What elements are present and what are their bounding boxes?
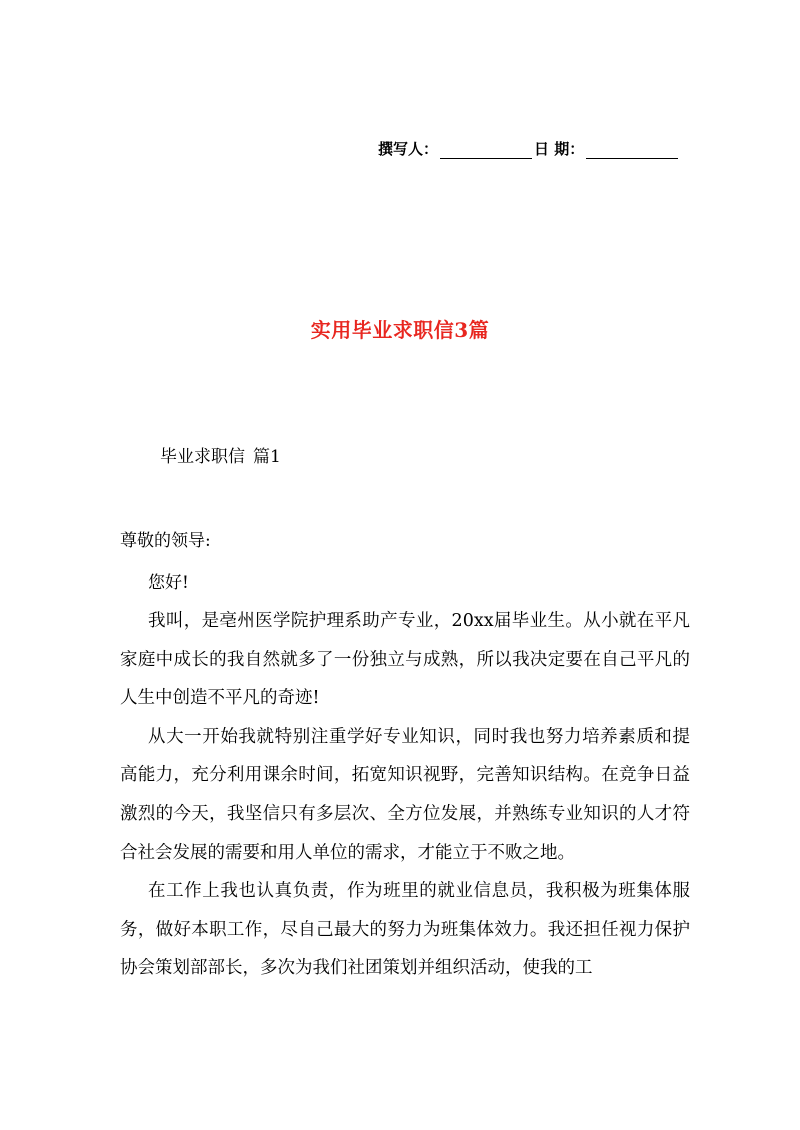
letter-salutation: 尊敬的领导: — [120, 531, 211, 551]
section-number: 篇1 — [253, 447, 281, 467]
date-blank-field[interactable] — [586, 142, 678, 159]
document-title: 实用毕业求职信3篇 — [310, 318, 490, 342]
paragraph-3: 在工作上我也认真负责，作为班里的就业信息员，我积极为班集体服务，做好本职工作，尽自己最大的努力为班集体效力。我还担任视力保护协会策划部部长，多次为我们社团策划并组织活动，使我的工 — [120, 881, 690, 979]
paragraph-1: 我叫，是亳州医学院护理系助产专业，20xx届毕业生。从小就在平凡家庭中成长的我自然就多了一份独立与成熟，所以我决定要在自己平凡的人生中创造不平凡的奇迹! — [120, 611, 690, 709]
author-blank-field[interactable] — [440, 142, 532, 159]
paragraph-2: 从大一开始我就特别注重学好专业知识，同时我也努力培养素质和提高能力，充分利用课余时间，拓宽知识视野，完善知识结构。在竞争日益激烈的今天，我坚信只有多层次、全方位发展，并熟练专业知识的人才符合社会发展的需要和用人单位的需求，才能立于不败之地。 — [120, 726, 690, 863]
section-heading-text: 毕业求职信 — [160, 447, 245, 467]
author-label: 撰写人： — [378, 140, 439, 158]
date-label: 日 期： — [534, 140, 585, 158]
letter-greeting: 您好! — [148, 573, 189, 593]
letter-body — [120, 602, 690, 988]
author-date-line — [378, 138, 680, 159]
section-heading — [160, 442, 281, 467]
